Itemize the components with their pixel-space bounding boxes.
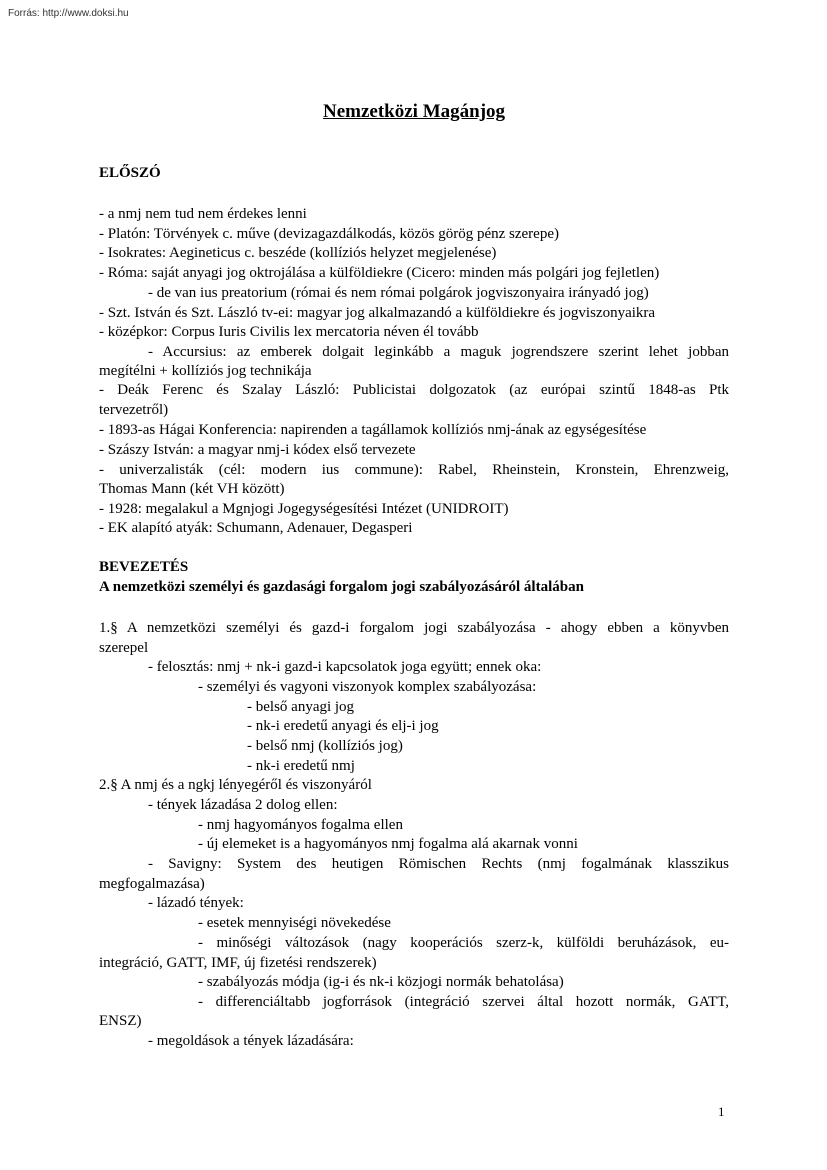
text-line: - Szászy István: a magyar nmj-i kódex első tervezete — [99, 442, 416, 458]
text-line: - Szt. István és Szt. László tv-ei: magyar jog alkalmazandó a külföldiekre és jogviszonyaikra — [99, 305, 656, 321]
text-line: ENSZ) — [99, 1013, 142, 1029]
text-line: - belső anyagi jog — [247, 699, 355, 715]
preface-heading: ELŐSZÓ — [99, 165, 161, 181]
text-line: - differenciáltabb jogforrások (integráció szervei által hozott normák, GATT, — [198, 994, 729, 1010]
text-line: - 1893-as Hágai Konferencia: napirenden a tagállamok kollíziós nmj-ának az egységesítése — [99, 422, 647, 438]
intro-heading: BEVEZETÉS — [99, 559, 189, 575]
text-line: - nk-i eredetű anyagi és elj-i jog — [247, 718, 439, 734]
text-line: - felosztás: nmj + nk-i gazd-i kapcsolatok joga együtt; ennek oka: — [148, 659, 542, 675]
text-line: - a nmj nem tud nem érdekes lenni — [99, 206, 307, 222]
text-line: - Róma: saját anyagi jog oktrojálása a külföldiekre (Cicero: minden más polgári jog fejletlen) — [99, 265, 660, 281]
text-line: Thomas Mann (két VH között) — [99, 481, 285, 497]
text-line: - új elemeket is a hagyományos nmj fogalma alá akarnak vonni — [198, 836, 578, 852]
text-line: - 1928: megalakul a Mgnjogi Jogegységesítési Intézet (UNIDROIT) — [99, 501, 509, 517]
text-line: - szabályozás módja (ig-i és nk-i közjogi normák behatolása) — [198, 974, 564, 990]
text-line: - Deák Ferenc és Szalay László: Publicistai dolgozatok (az európai szintű 1848-as Ptk — [99, 382, 729, 398]
text-line: - nmj hagyományos fogalma ellen — [198, 817, 403, 833]
text-line: - univerzalisták (cél: modern ius commune): Rabel, Rheinstein, Kronstein, Ehrenzweig, — [99, 462, 729, 478]
text-line: - Savigny: System des heutigen Römischen Rechts (nmj fogalmának klasszikus — [148, 856, 729, 872]
text-line: - nk-i eredetű nmj — [247, 758, 355, 774]
text-line: tervezetről) — [99, 402, 169, 418]
text-line: - személyi és vagyoni viszonyok komplex szabályozása: — [198, 679, 537, 695]
text-line: - középkor: Corpus Iuris Civilis lex mercatoria néven él tovább — [99, 324, 479, 340]
text-line: - de van ius preatorium (római és nem római polgárok jogviszonyaira irányadó jog) — [148, 285, 649, 301]
text-line: - esetek mennyiségi növekedése — [198, 915, 391, 931]
text-line: - megoldások a tények lázadására: — [148, 1033, 354, 1049]
text-line: 2.§ A nmj és a ngkj lényegéről és viszonyáról — [99, 777, 372, 793]
document-title: Nemzetközi Magánjog — [322, 101, 506, 122]
text-line: - EK alapító atyák: Schumann, Adenauer, Degasperi — [99, 520, 413, 536]
text-line: - tények lázadása 2 dolog ellen: — [148, 797, 338, 813]
text-line: - Platón: Törvények c. műve (devizagazdálkodás, közös görög pénz szerepe) — [99, 226, 559, 242]
text-line: - Accursius: az emberek dolgait leginkább a maguk jogrendszere szerint lehet jobban — [148, 344, 729, 360]
text-line: - belső nmj (kollíziós jog) — [247, 738, 403, 754]
text-line: megítélni + kollíziós jog technikája — [99, 363, 312, 379]
text-line: integráció, GATT, IMF, új fizetési rendszerek) — [99, 955, 377, 971]
text-line: - lázadó tények: — [148, 895, 244, 911]
page-number: 1 — [718, 1104, 725, 1119]
source-caption: Forrás: http://www.doksi.hu — [8, 8, 129, 19]
text-line: megfogalmazása) — [99, 876, 205, 892]
text-line: - minőségi változások (nagy kooperációs szerz-k, külföldi beruházások, eu- — [198, 935, 729, 951]
intro-subheading: A nemzetközi személyi és gazdasági forgalom jogi szabályozásáról általában — [99, 579, 584, 595]
text-line: 1.§ A nemzetközi személyi és gazd-i forgalom jogi szabályozása - ahogy ebben a könyvben — [99, 620, 729, 636]
text-line: szerepel — [99, 640, 149, 656]
text-line: - Isokrates: Aegineticus c. beszéde (kollíziós helyzet megjelenése) — [99, 245, 497, 261]
